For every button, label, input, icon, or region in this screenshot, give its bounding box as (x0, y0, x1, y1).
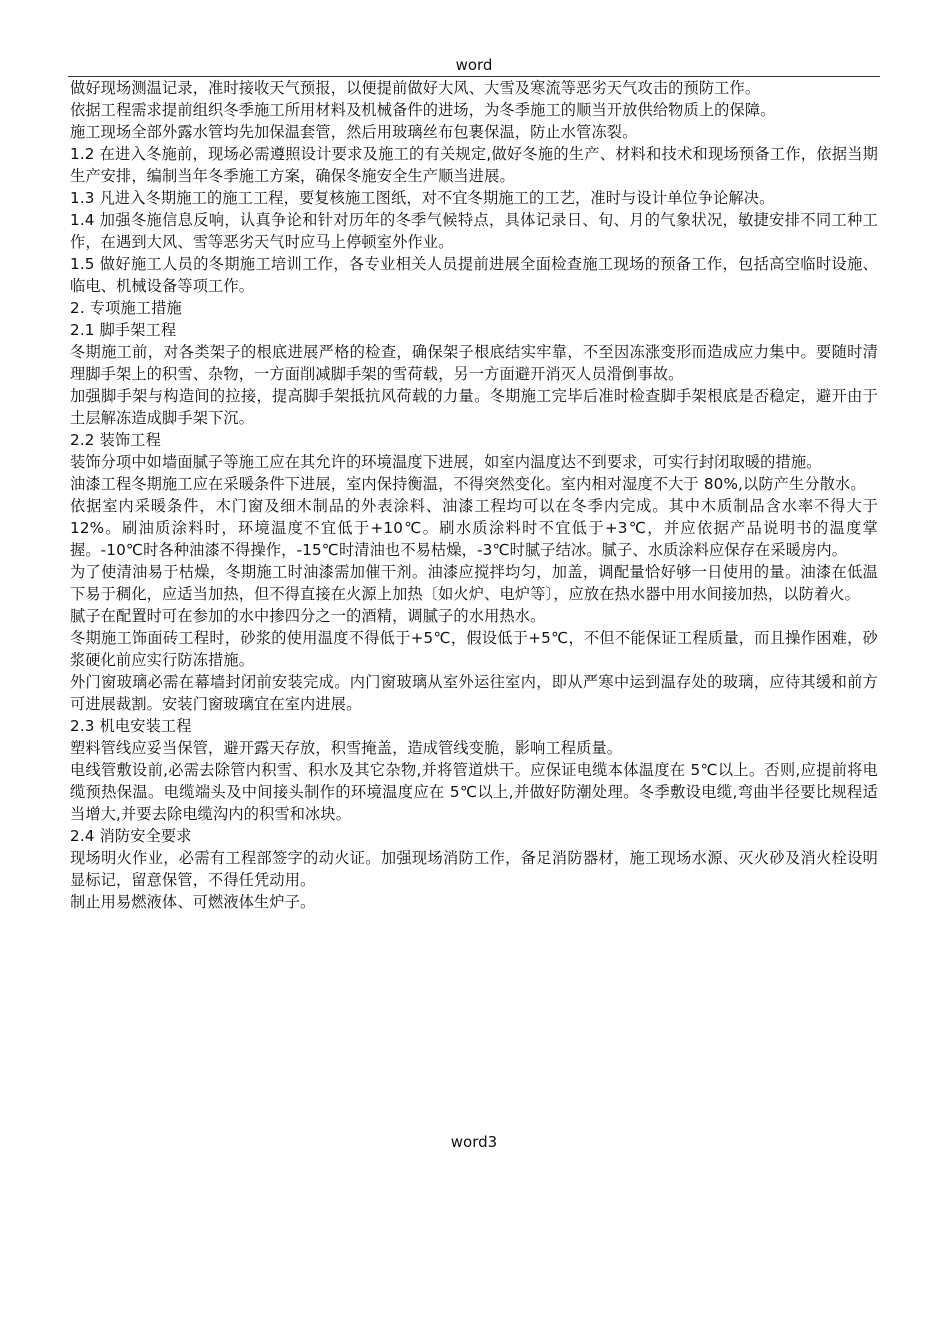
paragraph: 1.2 在进入冬施前，现场必需遵照设计要求及施工的有关规定,做好冬施的生产、材料和技术和现场预备工作，依据当期生产安排，编制当年冬季施工方案，确保冬施安全生产顺当进展。 (70, 145, 878, 185)
paragraph: 施工现场全部外露水管均先加保温套管，然后用玻璃丝布包裹保温，防止水管冻裂。 (70, 123, 638, 141)
paragraph: 依据室内采暖条件，木门窗及细木制品的外表涂料、油漆工程均可以在冬季内完成。其中木质制品含水率不得大于 12%。刷油质涂料时，环境温度不宜低于+10℃。刷水质涂料时不宜低于+3℃，并应依据产品说明书的温度掌握。-10℃时各种油漆不得操作，-15℃时清油也不易枯燥，-3℃时腻子结冰。腻子、水质涂料应保存在采暖房内。 (70, 497, 878, 559)
section-heading: 2. 专项施工措施 (70, 299, 182, 317)
page-header: word (455, 56, 493, 74)
paragraph: 现场明火作业，必需有工程部签字的动火证。加强现场消防工作，备足消防器材，施工现场水源、灭火砂及消火栓设明显标记，留意保管，不得任凭动用。 (70, 849, 878, 889)
paragraph: 制止用易燃液体、可燃液体生炉子。 (70, 893, 316, 911)
paragraph: 1.5 做好施工人员的冬期施工培训工作，各专业相关人员提前进展全面检查施工现场的预备工作，包括高空临时设施、临电、机械设备等项工作。 (70, 255, 878, 295)
paragraph: 装饰分项中如墙面腻子等施工应在其允许的环境温度下进展，如室内温度达不到要求，可实行封闭取暖的措施。 (70, 453, 822, 471)
paragraph: 油漆工程冬期施工应在采暖条件下进展，室内保持衡温，不得突然变化。室内相对湿度不大于 80%,以防产生分散水。 (70, 475, 866, 493)
paragraph: 1.4 加强冬施信息反响，认真争论和针对历年的冬季气候特点，具体记录日、旬、月的气象状况，敏捷安排不同工种工作，在遇到大风、雪等恶劣天气时应马上停顿室外作业。 (70, 211, 878, 251)
paragraph: 塑料管线应妥当保管，避开露天存放，积雪掩盖，造成管线变脆，影响工程质量。 (70, 739, 623, 757)
document-body (70, 77, 878, 913)
paragraph: 腻子在配置时可在参加的水中掺四分之一的酒精，调腻子的水用热水。 (70, 607, 546, 625)
paragraph: 外门窗玻璃必需在幕墙封闭前安装完成。内门窗玻璃从室外运往室内，即从严寒中运到温存处的玻璃，应待其缓和前方可进展裁割。安装门窗玻璃宜在室内进展。 (70, 673, 878, 713)
subsection-heading: 2.2 装饰工程 (70, 431, 161, 449)
paragraph: 做好现场测温记录，准时接收天气预报，以便提前做好大风、大雪及寒流等恶劣天气攻击的预防工作。 (70, 79, 761, 97)
paragraph: 加强脚手架与构造间的拉接，提高脚手架抵抗风荷载的力量。冬期施工完毕后准时检查脚手架根底是否稳定，避开由于土层解冻造成脚手架下沉。 (70, 387, 878, 427)
paragraph: 1.3 凡进入冬期施工的施工工程，要复核施工图纸，对不宜冬期施工的工艺，准时与设计单位争论解决。 (70, 189, 775, 207)
paragraph: 电线管敷设前,必需去除管内积雪、积水及其它杂物,并将管道烘干。应保证电缆本体温度在 5℃以上。否则,应提前将电缆预热保温。电缆端头及中间接头制作的环境温度应在 5℃以上,并做好防潮处理。冬季敷设电缆,弯曲半径要比规程适当增大,并要去除电缆沟内的积雪和冰块。 (70, 761, 878, 823)
page-footer: word3 (450, 1133, 498, 1151)
paragraph: 冬期施工饰面砖工程时，砂浆的使用温度不得低于+5℃，假设低于+5℃，不但不能保证工程质量，而且操作困难，砂浆硬化前应实行防冻措施。 (70, 629, 878, 669)
subsection-heading: 2.1 脚手架工程 (70, 321, 177, 339)
subsection-heading: 2.3 机电安装工程 (70, 717, 192, 735)
subsection-heading: 2.4 消防安全要求 (70, 827, 192, 845)
paragraph: 为了使清油易于枯燥，冬期施工时油漆需加催干剂。油漆应搅拌均匀，加盖，调配量恰好够一日使用的量。油漆在低温下易于稠化，应适当加热，但不得直接在火源上加热〔如火炉、电炉等〕，应放在热水器中用水间接加热，以防着火。 (70, 563, 878, 603)
paragraph: 冬期施工前，对各类架子的根底进展严格的检查，确保架子根底结实牢靠，不至因冻涨变形而造成应力集中。要随时清理脚手架上的积雪、杂物，一方面削减脚手架的雪荷载，另一方面避开消灭人员滑倒事故。 (70, 343, 878, 383)
paragraph: 依据工程需求提前组织冬季施工所用材料及机械备件的进场，为冬季施工的顺当开放供给物质上的保障。 (70, 101, 776, 119)
